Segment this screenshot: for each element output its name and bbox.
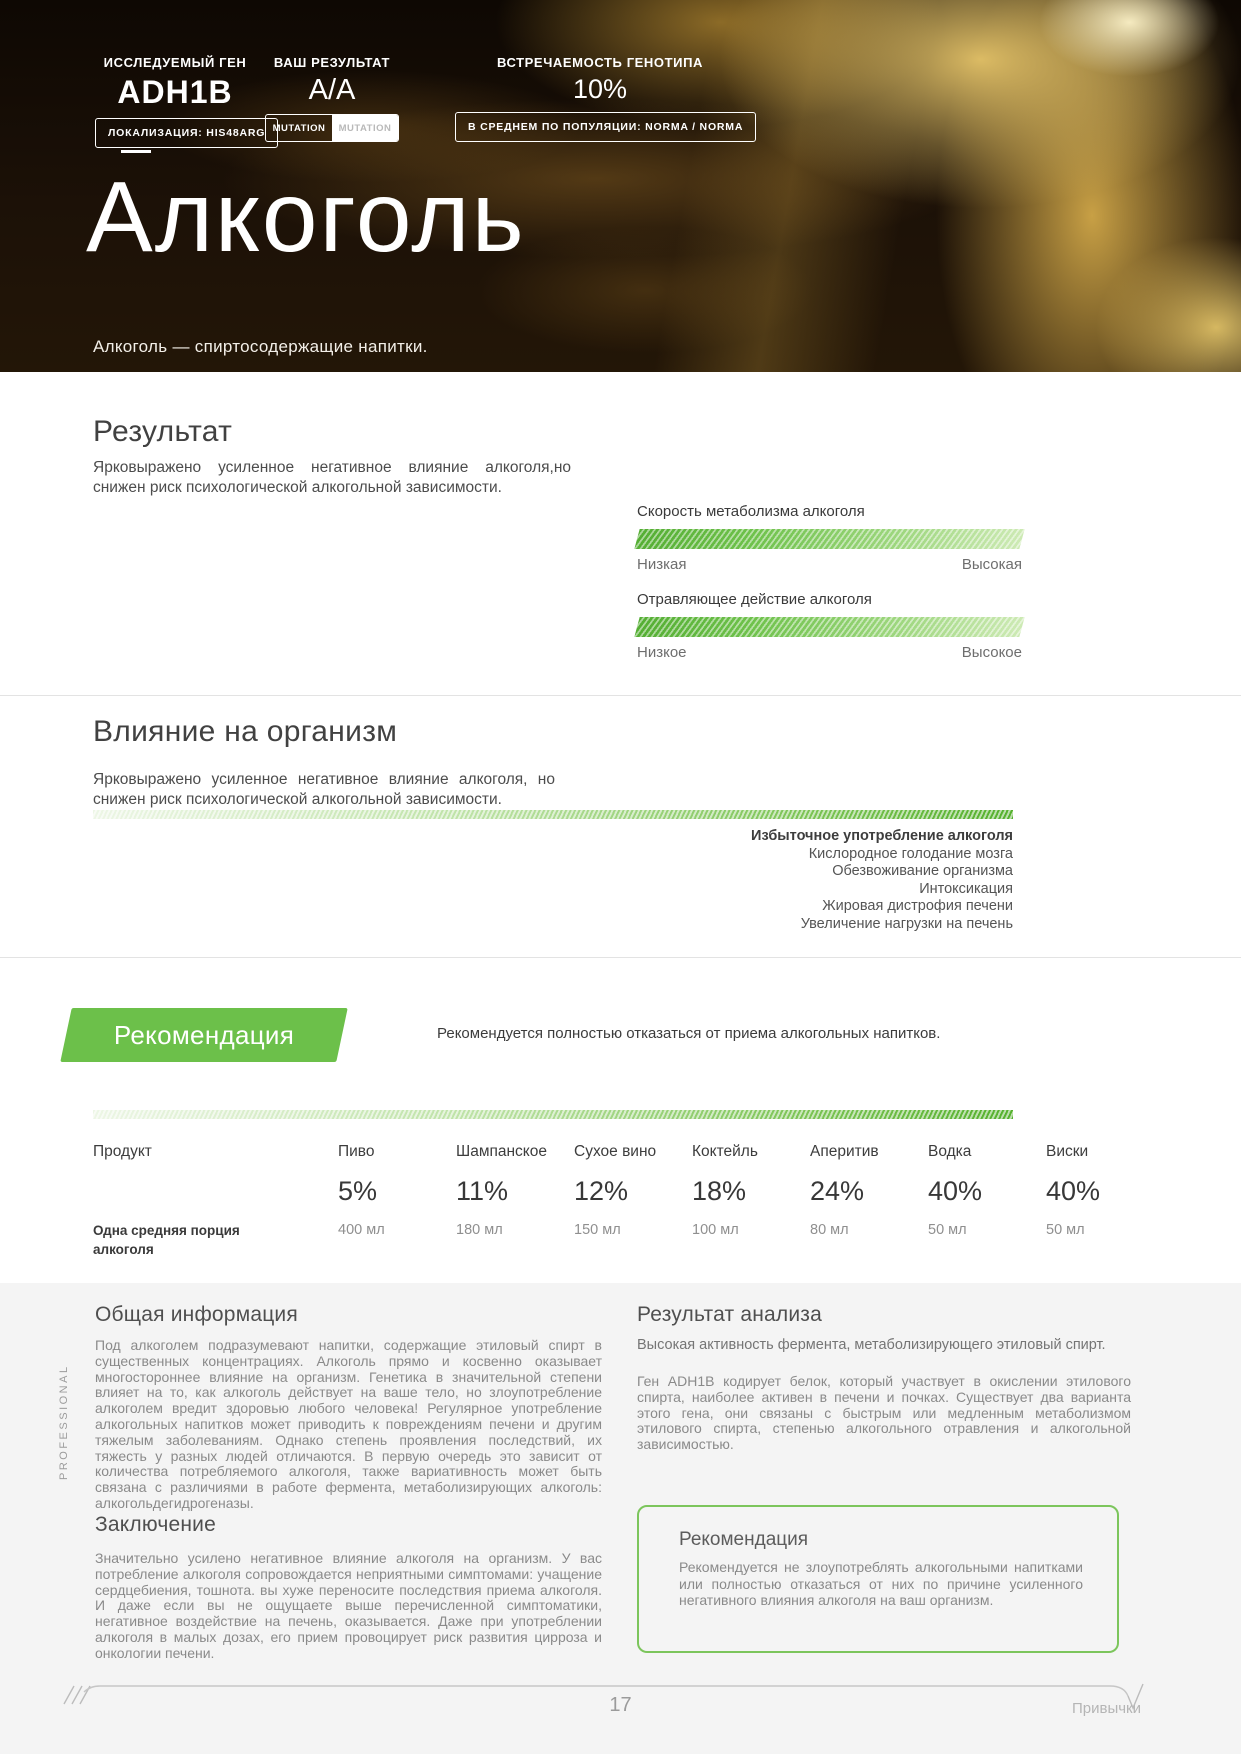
frequency-population-badge: В СРЕДНЕМ ПО ПОПУЛЯЦИИ: NORMA / NORMA [455,112,756,142]
mutation-toggle [265,114,399,142]
effect-item: Увеличение нагрузки на печень [800,915,1013,932]
page-title: Алкоголь [86,161,526,273]
slider-metabolism-bar [634,529,1024,549]
result-value: A/A [308,74,356,106]
section-divider [0,957,1241,958]
general-info-heading: Общая информация [95,1303,298,1326]
column-header: Виски [1046,1143,1089,1160]
product-column-label: Продукт [93,1143,152,1160]
column-header: Пиво [338,1143,375,1160]
slider-metabolism-scale [637,556,1022,573]
result-heading: Результат [93,415,233,448]
hero-section [0,0,1241,372]
volume-value: 50 мл [928,1222,967,1238]
effect-item: Жировая дистрофия печени [822,898,1013,914]
portion-label: Одна средняя порция алкоголя [93,1223,240,1257]
recommendation-banner-label: Рекомендация [113,1019,295,1050]
analysis-heading: Результат анализа [637,1303,822,1326]
conclusion-heading: Заключение [95,1513,216,1536]
recommendation-banner [60,1008,347,1062]
scale-max-label: Высокая [961,556,1022,573]
conclusion-text: Значительно усилено негативное влияние алкоголя на организм. У вас потребление алкоголя сопровождается неприятными симптомами: учащение сердцебиения, тошнота. вы хуже переносите последствия приема алкоголя. И даже если вы не ощущаете выше перечисленной симптоматики, негативное воздействие на печень, оказывается. Даже при употреблении алкоголя в малых дозах, его прием провоцирует риск развития цирроза и онкологии печени. [95,1550,602,1661]
volume-value: 50 мл [1046,1222,1085,1238]
recommendation-box-heading: Рекомендация [679,1529,809,1550]
gene-label: ИССЛЕДУЕМЫЙ ГЕН [103,55,247,70]
result-label: ВАШ РЕЗУЛЬТАТ [273,55,391,70]
slider-metabolism-label: Скорость метаболизма алкоголя [637,503,865,520]
gene-value: ADH1B [117,74,233,110]
slider-toxicity-bar [634,617,1024,637]
result-block [262,55,402,142]
result-text: Ярковыражено усиленное негативное влияние алкоголя,но снижен риск психологической алкогольной зависимости. [93,459,571,497]
slider-toxicity-label: Отравляющее действие алкоголя [637,591,872,608]
frequency-block [455,55,745,142]
table-header-row [93,1143,1164,1161]
recommendation-box [637,1505,1119,1653]
slider-toxicity [637,591,1022,661]
percent-value: 5% [338,1176,378,1206]
percent-value: 24% [810,1176,865,1206]
effect-item: Обезвоживание организма [832,863,1013,879]
percent-value: 18% [692,1176,747,1206]
effects-list [751,828,1013,933]
scale-min-label: Низкое [637,644,687,661]
column-header: Аперитив [810,1143,879,1160]
mutation-toggle-right: MUTATION [332,115,398,141]
table-percent-row [93,1176,1164,1207]
scale-min-label: Низкая [637,556,687,573]
volume-value: 100 мл [692,1222,739,1238]
gene-block [95,55,266,148]
volume-value: 400 мл [338,1222,385,1238]
effect-item: Кислородное голодание мозга [808,845,1013,862]
report-section-name: Привычки [1071,1700,1141,1717]
volume-value: 150 мл [574,1222,621,1238]
scale-max-label: Высокое [961,644,1022,661]
frequency-value: 10% [572,74,628,104]
professional-watermark: PROFESSIONAL [58,1364,70,1480]
percent-value: 12% [574,1176,629,1206]
volume-value: 180 мл [456,1222,503,1238]
mutation-toggle-left: MUTATION [272,122,326,134]
section-divider [0,695,1241,696]
column-header: Сухое вино [574,1143,657,1160]
percent-value: 11% [456,1176,509,1206]
percent-value: 40% [928,1176,983,1206]
effect-item: Интоксикация [919,880,1013,897]
effect-item: Избыточное употребление алкоголя [751,828,1013,844]
analysis-text: Ген ADH1B кодирует белок, который участвует в окислении этилового спирта, наиболее активен в печени и почках. Существует два варианта этого гена, они связаны с быстрым или медленным метаболизмом этилового спирта, степенью алкогольного отравления и алкогольной зависимостью. [637,1373,1131,1453]
table-portion-row [93,1222,1164,1260]
slider-metabolism [637,503,1022,573]
title-accent-line [121,150,151,153]
column-header: Водка [928,1143,972,1160]
influence-heading: Влияние на организм [93,715,398,748]
influence-text: Ярковыражено усиленное негативное влияние алкоголя, но снижен риск психологической алкогольной зависимости. [93,771,555,809]
green-hatch-divider [93,810,1013,819]
gene-localization-badge: ЛОКАЛИЗАЦИЯ: HIS48ARG [95,118,278,148]
recommendation-box-text: Рекомендуется не злоупотреблять алкогольными напитками или полностью отказаться от них по причине усиленного негативного влияния алкоголя на ваш организм. [679,1559,1083,1608]
percent-value: 40% [1046,1176,1101,1206]
slider-toxicity-scale [637,644,1022,661]
green-hatch-divider [93,1110,1013,1119]
column-header: Шампанское [456,1143,548,1160]
recommendation-banner-text: Рекомендуется полностью отказаться от приема алкогольных напитков. [437,1025,941,1042]
column-header: Коктейль [692,1143,758,1160]
analysis-lead: Высокая активность фермента, метаболизирующего этиловый спирт. [637,1337,1106,1353]
volume-value: 80 мл [810,1222,849,1238]
general-info-text: Под алкоголем подразумевают напитки, содержащие этиловый спирт в существенных концентрациях. Алкоголь прямо и косвенно оказывает многостороннее влияние на организм. Генетика в значительной степени влияет на то, как алкоголь действует на ваше тело, но злоупотребление алкоголем вредит здоровью любого человека! Регулярное употребление алкогольных напитков может приводить к повреждениям печени и другим тяжелым заболеваниям. Однако степень проявления последствий, их тяжесть у разных людей отличаются. В первую очередь это зависит от количества потребляемого алкоголя, также вариативность может быть связана с различиями в работе фермента, метаболизирующих алкоголь: алкогольдегидрогеназы. [95,1337,602,1511]
page-subtitle: Алкоголь — спиртосодержащие напитки. [93,337,428,356]
page-number: 17 [609,1694,632,1716]
frequency-label: ВСТРЕЧАЕМОСТЬ ГЕНОТИПА [496,55,704,70]
